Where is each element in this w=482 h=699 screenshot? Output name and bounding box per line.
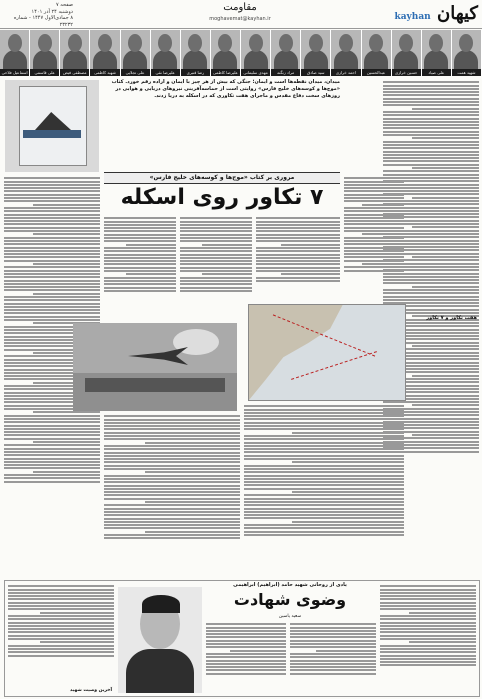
portrait-caption: مصطفی فیض [60,69,89,76]
kayhan-logo[interactable]: کیهان kayhan [394,3,478,24]
face-icon [128,34,142,52]
ship-icon [85,378,225,392]
portrait-caption: علی صیاد [422,69,451,76]
section-email: moghavemat@kayhan.ir [209,16,271,22]
book-cover-image [5,80,99,172]
portrait-caption: حسین خرازی [392,69,421,76]
article-column-lower-1 [104,414,240,578]
portrait-item [30,30,60,76]
face-icon [249,34,263,52]
memorial-column-1 [206,622,286,692]
face-icon [399,34,413,52]
face-icon [8,34,22,52]
portrait-item [60,30,90,76]
article-column-mid-3 [256,216,340,302]
face-icon [339,34,353,52]
article-column-mid-1 [104,216,176,318]
portrait-caption: شهید همت [452,69,481,76]
memorial-column-3 [8,584,114,682]
face-icon [429,34,443,52]
portrait-item [392,30,422,76]
memorial-caption: آخرین وصیت شهید [69,688,112,693]
article-column-lower-2 [244,404,404,578]
naval-battle-photo [73,323,237,411]
portrait-item [301,30,331,76]
memorial-column-2 [290,622,376,692]
portrait-item [422,30,452,76]
article-subtitle: مروری بر کتاب «موج‌ها و کوسه‌های خلیج فارس» [104,172,340,184]
wave-icon [23,130,81,138]
portrait-item [362,30,392,76]
portrait-item [331,30,361,76]
face-icon [459,34,473,52]
martyr-portrait [118,587,202,693]
memorial-title: وضوی شهادت [233,590,347,609]
portrait-item [151,30,181,76]
column-subhead: هفت تکاور و ۷ تکاور [426,315,477,321]
portrait-caption: سید صادق [301,69,330,76]
portrait-caption: شهید کاظمی [90,69,119,76]
memorial-kicker: یادی از روحانی شهید حامد (ابراهیم) ابراهیمی [233,582,347,588]
article-intro: میدان، میدان نقطه‌ها است و ایمان؛ جنگی که بیش از هر چیز با ایمان و اراده رقم خورد. کتاب «موج‌ها و کوسه‌های خلیج فارس» روایتی است از حماسه‌آفرینی نیروهای دریایی و هوایی در روزهای سخت دفاع مقدس و ماجرای هفت تکاوری که در اسکله به دریا زدند. [111,79,340,99]
portrait-item [452,30,482,76]
memorial-column-4 [380,584,476,692]
face-icon [309,34,323,52]
article-column-mid-4 [344,176,404,302]
memorial-author: سعید یاسین [278,614,302,619]
face-icon [279,34,293,52]
portrait-caption: عبدالحسین [362,69,391,76]
portrait-item [90,30,120,76]
face-icon [98,34,112,52]
portrait-caption: احمد خرازی [331,69,360,76]
issue-meta: صفحه ۷ دوشنبه ۲۴ آذر ۱۴۰۱ ۸ جمادی‌الاول ۱۴۴۷ - شماره ۲۳۲۳۲ [13,2,73,28]
operation-map [248,304,406,401]
portrait-caption: اسماعیل فلاحی [1,70,28,75]
face-icon [38,34,52,52]
face-icon [158,34,172,52]
portrait-item [271,30,301,76]
portrait-caption: علیرضا نقی [151,69,180,76]
portrait-caption: علی قاسمی [30,69,59,76]
article-headline: ۷ تکاور روی اسکله [120,185,324,210]
page-header [0,0,482,29]
portrait-item [181,30,211,76]
portrait-caption: علی تجلایی [121,69,150,76]
article-column-mid-2 [180,216,252,318]
portrait-item [121,30,151,76]
portrait-item [0,30,30,76]
face-icon [68,34,82,52]
portrait-caption: مراد زنگنه [271,69,300,76]
section-title: مقاومت [223,2,257,13]
portrait-caption: رضا قنبری [181,69,210,76]
martyr-portrait-strip [0,30,482,76]
face-icon [218,34,232,52]
portrait-caption: مهدی سلیمانی [241,69,270,76]
face-icon [369,34,383,52]
portrait-caption: علیرضا کاظمی [211,69,240,76]
portrait-item [211,30,241,76]
portrait-item [241,30,271,76]
face-icon [188,34,202,52]
